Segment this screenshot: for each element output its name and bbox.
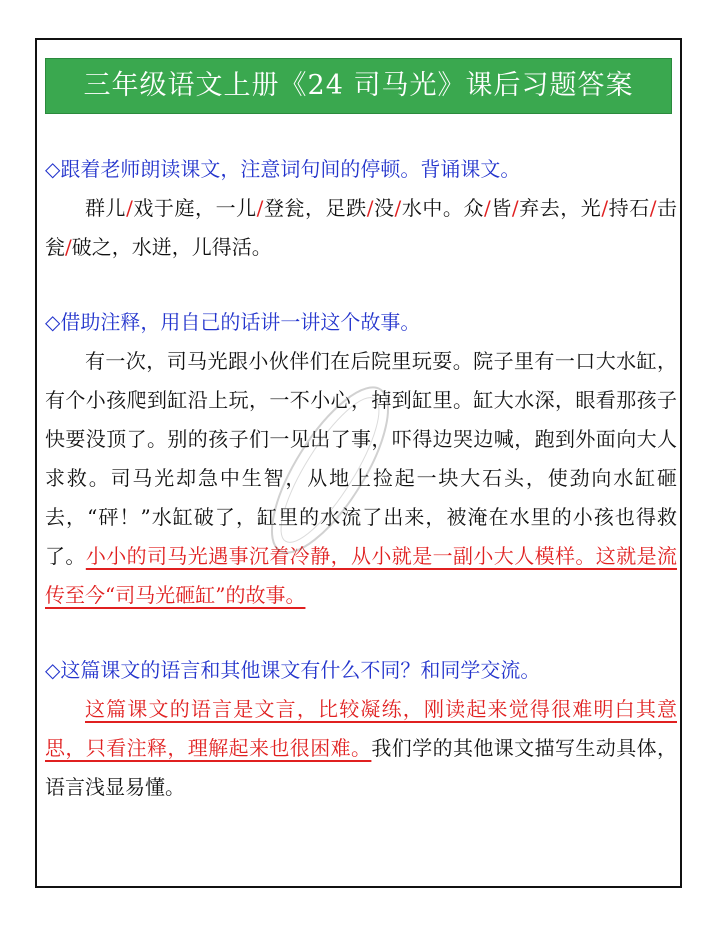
answer-text: 水中。众 (401, 196, 485, 220)
answer-text: 击瓮 (45, 196, 678, 259)
spacer (45, 267, 677, 303)
pause-mark: / (649, 196, 657, 220)
page-title: 三年级语文上册《24 司马光》课后习题答案 (45, 58, 672, 114)
pause-mark: / (256, 196, 264, 220)
answer-1 (45, 189, 677, 267)
pause-mark: / (601, 196, 609, 220)
answer-text: 群儿 (85, 196, 127, 220)
answer-text: 持石 (608, 196, 650, 220)
question-2: ◇借助注释，用自己的话讲一讲这个故事。 (45, 310, 421, 334)
answer-3 (45, 690, 677, 807)
question-1: ◇跟着老师朗读课文，注意词句间的停顿。背诵课文。 (45, 157, 521, 181)
highlighted-answer: 这篇课文的语言是文言，比较凝练，刚读起来觉得很难明白其意思，只看注释，理解起来也很困难。 (45, 697, 677, 760)
pause-mark: / (366, 196, 374, 220)
pause-mark: / (394, 196, 402, 220)
answer-text: 没 (373, 196, 395, 220)
pause-mark: / (511, 196, 519, 220)
question-3: ◇这篇课文的语言和其他课文有什么不同？和同学交流。 (45, 658, 541, 682)
answer-text: 破之，水迸，儿得活。 (71, 235, 272, 259)
answer-text: 有一次，司马光跟小伙伴们在后院里玩耍。院子里有一口大水缸，有个小孩爬到缸沿上玩，一不小心，掉到缸里。缸大水深，眼看那孩子快要没顶了。别的孩子们一见出了事，吓得边哭边喊，跑到外面向大人求救。司马光却急中生智，从地上捡起一块大石头，使劲向水缸砸去，“砰！”水缸破了，缸里的水流了出来，被淹在水里的小孩也得救了。 (45, 349, 677, 568)
answer-text: 戏于庭，一儿 (132, 196, 257, 220)
content-area (45, 150, 677, 807)
answer-text: 皆 (490, 196, 512, 220)
spacer (45, 615, 677, 651)
answer-text: 弃去，光 (518, 196, 602, 220)
pause-mark: / (65, 235, 72, 259)
pause-mark: / (126, 196, 133, 220)
answer-text: 登瓮，足跌 (263, 196, 367, 220)
page-frame (35, 38, 682, 888)
highlighted-answer: 小小的司马光遇事沉着冷静，从小就是一副小大人模样。这就是流传至今“司马光砸缸”的故事。 (45, 544, 678, 607)
answer-text: 我们学的其他课文描写生动具体，语言浅显易懂。 (45, 736, 678, 799)
pause-mark: / (484, 196, 491, 220)
answer-2 (45, 342, 677, 615)
